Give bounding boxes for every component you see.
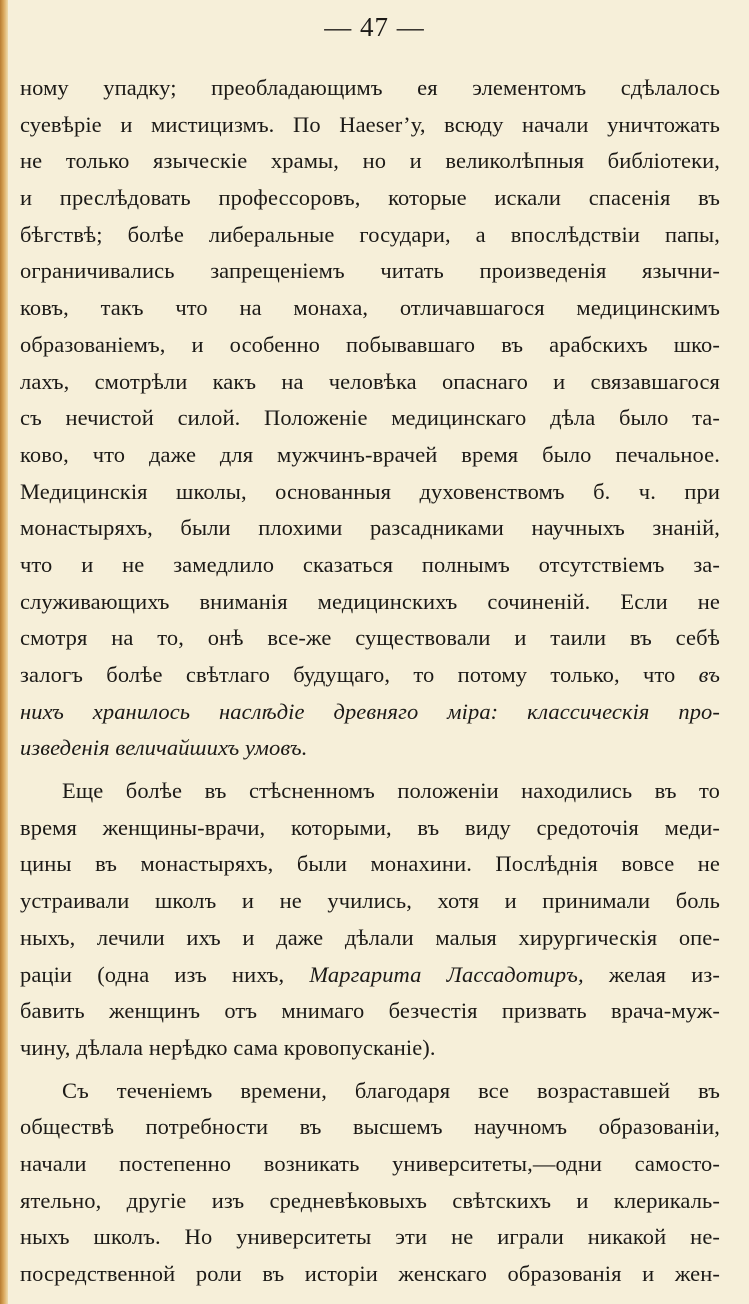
text-line: начали постепенно возникать университеты,—одни самосто- xyxy=(20,1150,720,1176)
text-line: ныхъ школъ. Но университеты эти не играли никакой не- xyxy=(20,1224,720,1250)
text-line: бавить женщинъ отъ мнимаго безчестія призвать врача-муж- xyxy=(20,998,720,1024)
text-line: ятельно, другіе изъ средневѣковыхъ свѣтскихъ и клерикаль- xyxy=(20,1187,720,1213)
text-line: образованіемъ, и особенно побывавшаго въ арабскихъ шко- xyxy=(20,331,720,357)
text-line: цины въ монастыряхъ, были монахини. Послѣднія вовсе не xyxy=(20,851,720,877)
book-spine-edge xyxy=(0,0,8,1304)
text-line: съ нечистой силой. Положеніе медицинскаго дѣла было та- xyxy=(20,405,720,431)
text-line: время женщины-врачи, которыми, въ виду средоточія меди- xyxy=(20,814,720,840)
text-line: не только языческіе храмы, но и великолѣпныя библіотеки, xyxy=(20,148,720,174)
text-line: ограничивались запрещеніемъ читать произведенія язычни- xyxy=(20,258,720,284)
italic-line xyxy=(20,730,720,767)
italic-span: изведенія величайшихъ умовъ. xyxy=(20,735,308,761)
text-line: Съ теченіемъ времени, благодаря все возраставшей въ xyxy=(62,1077,720,1103)
text-span: раціи (одна изъ нихъ, xyxy=(20,961,310,987)
text-line: чину, дѣлала нерѣдко сама кровопусканіе). xyxy=(20,1034,436,1060)
text-line-with-italic xyxy=(20,957,720,994)
italic-line xyxy=(20,694,720,731)
text-line: и преслѣдовать профессоровъ, которые искали спасенія въ xyxy=(20,185,720,211)
text-span: желая из- xyxy=(583,961,720,987)
text-line-with-italic xyxy=(20,657,720,694)
text-line: Медицинскія школы, основанныя духовенствомъ б. ч. при xyxy=(20,478,720,504)
text-line: устраивали школъ и не учились, хотя и принимали боль xyxy=(20,888,720,914)
text-line: смотря на то, онѣ все-же существовали и таили въ себѣ xyxy=(20,625,720,651)
text-line: ному упадку; преобладающимъ ея элементомъ сдѣлалось xyxy=(20,75,720,100)
paragraph-1 xyxy=(20,70,720,767)
text-line: ныхъ, лечили ихъ и даже дѣлали малыя хирургическія опе- xyxy=(20,924,720,950)
text-line: обществѣ потребности въ высшемъ научномъ образованіи, xyxy=(20,1114,720,1140)
paragraph-3 xyxy=(20,1073,720,1293)
text-span: залогъ болѣе свѣтлаго будущаго, то потому только, что xyxy=(20,662,676,687)
text-line: лахъ, смотрѣли какъ на человѣка опаснаго и связавшагося xyxy=(20,368,720,394)
page-number: — 47 — xyxy=(324,12,425,42)
text-line: ково, что даже для мужчинъ-врачей время было печальное. xyxy=(20,441,720,467)
text-line: посредственной роли въ исторіи женскаго образованія и жен- xyxy=(20,1261,720,1286)
italic-span: въ xyxy=(698,662,720,687)
paragraph-2 xyxy=(20,773,720,1067)
text-line: служивающихъ вниманія медицинскихъ сочиненій. Если не xyxy=(20,588,720,614)
text-line: суевѣріе и мистицизмъ. По Haeser’у, всюду начали уничтожать xyxy=(20,111,720,137)
text-line: бѣгствѣ; болѣе либеральные государи, а впослѣдствіи папы, xyxy=(20,221,720,247)
text-line: что и не замедлило сказаться полнымъ отсутствіемъ за- xyxy=(20,551,720,577)
text-line: ковъ, такъ что на монаха, отличавшагося медицинскимъ xyxy=(20,295,720,321)
italic-span: нихъ хранилось наслѣдіе древняго міра: классическія про- xyxy=(20,698,720,724)
text-line: Еще болѣе въ стѣсненномъ положеніи находились въ то xyxy=(62,778,720,804)
page-text xyxy=(20,70,720,1293)
italic-name: Маргарита Лассадотиръ, xyxy=(309,961,584,987)
text-line: монастыряхъ, были плохими разсадниками научныхъ знаній, xyxy=(20,515,720,541)
